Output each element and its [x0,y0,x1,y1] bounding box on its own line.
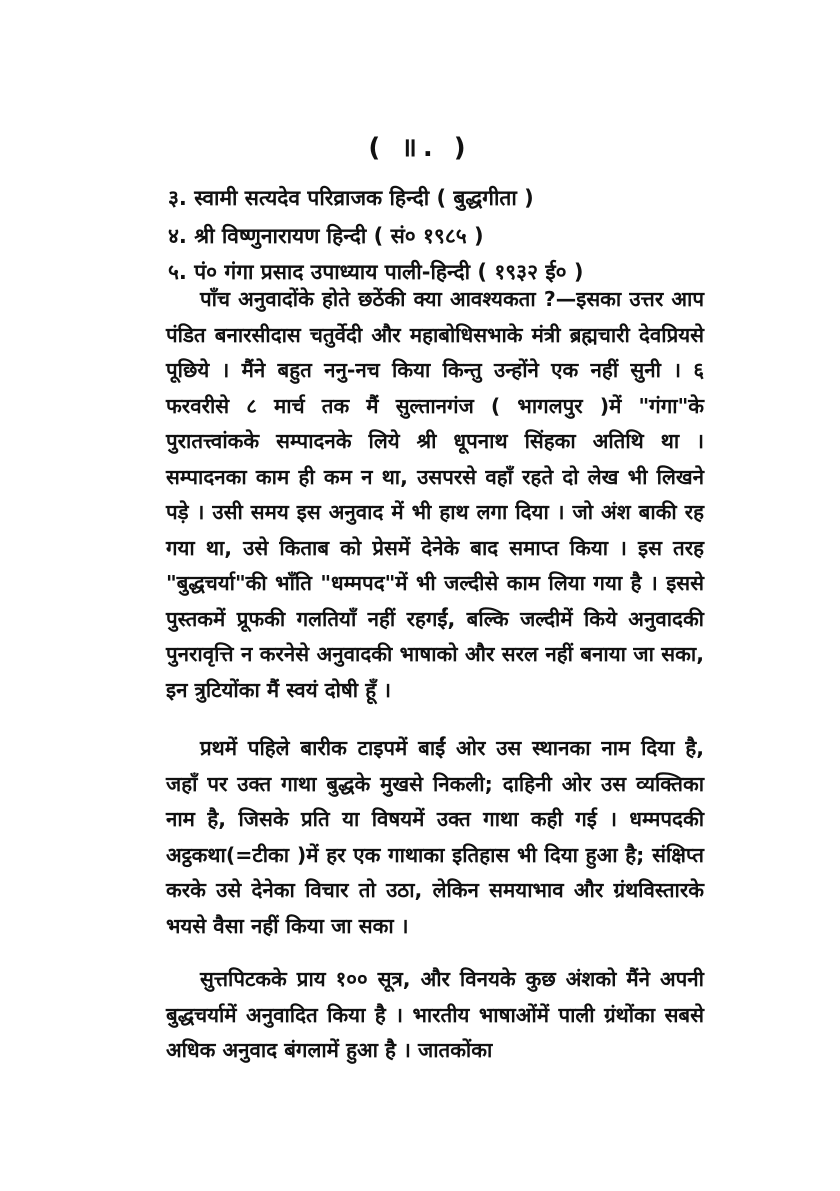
translation-item-3: ३. स्वामी सत्यदेव परिव्राजक हिन्दी ( बुद्धगीता ) [168,186,534,210]
paragraph-preface: पाँच अनुवादोंके होते छठेंकी क्या आवश्यकता ?—इसका उत्तर आप पंडित बनारसीदास चतुर्वेदी और महाबोधिसभाके मंत्री ब्रह्मचारी देवप्रियसे पूछिये । मैंने बहुत ननु-नच किया किन्तु उन्होंने एक नहीं सुनी । ६ फरवरीसे ८ मार्च तक मैं सुल्तानगंज ( भागलपुर )में "गंगा"के पुरातत्त्वांकके सम्पादनके लिये श्री धूपनाथ सिंहका अतिथि था । सम्पादनका काम ही कम न था, उसपरसे वहाँ रहते दो लेख भी लिखने पड़े । उसी समय इस अनुवाद में भी हाथ लगा दिया । जो अंश बाकी रह गया था, उसे किताब को प्रेसमें देनेके बाद समाप्त किया । इस तरह "बुद्धचर्या"की भाँति "धम्मपद"में भी जल्दीसे काम लिया गया है । इससे पुस्तकमें प्रूफकी गलतियाँ नहीं रहगईं, बल्कि जल्दीमें किये अनुवादकी पुनरावृत्ति न करनेसे अनुवादकी भाषाको और सरल नहीं बनाया जा सका, इन त्रुटियोंका मैं स्वयं दोषी हूँ । [166,287,704,702]
translation-item-4: ४. श्री विष्णुनारायण हिन्दी ( सं० १९८५ ) [168,224,484,248]
paragraph-translations-note: सुत्तपिटकके प्राय १०० सूत्र, और विनयके कुछ अंशको मैंने अपनी बुद्धचर्यामें अनुवादित किया है । भारतीय भाषाओंमें पाली ग्रंथोंका सबसे अधिक अनुवाद बंगलामें हुआ है । जातकोंका [166,967,704,1062]
paragraph-layout-note: प्रथमें पहिले बारीक टाइपमें बाईं ओर उस स्थानका नाम दिया है, जहाँ पर उक्त गाथा बुद्धके मुखसे निकली; दाहिनी ओर उस व्यक्तिका नाम है, जिसके प्रति या विषयमें उक्त गाथा कही गई । धम्मपदकी अट्ठकथा(=टीका )में हर एक गाथाका इतिहास भी दिया हुआ है; संक्षिप्त करके उसे देनेका विचार तो उठा, लेकिन समयाभाव और ग्रंथविस्तारके भयसे वैसा नहीं किया जा सका । [166,736,704,938]
translation-item-5: ५. पं० गंगा प्रसाद उपाध्याय पाली-हिन्दी ( १९३२ ई० ) [168,260,584,284]
page-number: ( ॥. ) [368,133,472,163]
